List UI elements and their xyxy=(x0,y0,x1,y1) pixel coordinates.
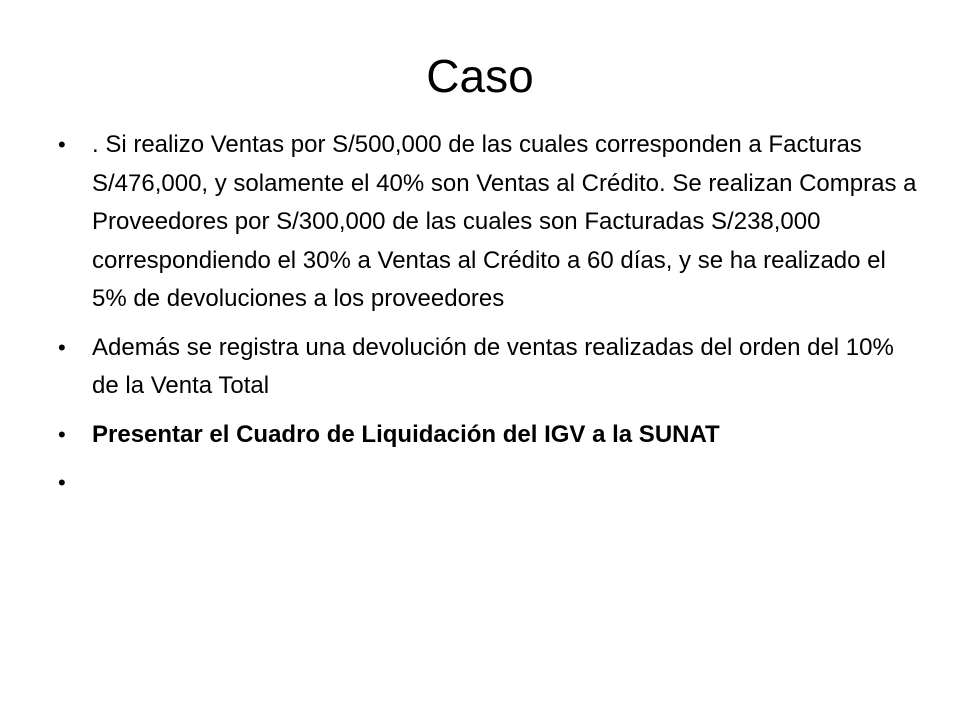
bullet-item-case-description xyxy=(58,126,918,319)
case-description-text: . Si realizo Ventas por S/500,000 de las cuales corresponden a Facturas S/476,000, y solamente el 40% son Ventas al Crédito. Se realizan Compras a Proveedores por S/300,000 de las cuales son Facturadas S/238,000 correspondiendo el 30% a Ventas al Crédito a 60 días, y se ha realizado el 5% de devoluciones a los proveedores xyxy=(92,131,917,312)
slide-title: Caso xyxy=(426,50,534,102)
bullet-icon: • xyxy=(58,421,66,447)
task-text: Presentar el Cuadro de Liquidación del IGV a la SUNAT xyxy=(92,420,720,448)
bullet-list xyxy=(58,126,918,495)
sales-return-text: Además se registra una devolución de ventas realizadas del orden del 10% de la Venta Total xyxy=(92,333,894,399)
bullet-icon: • xyxy=(58,470,66,495)
bullet-item-task xyxy=(58,416,918,455)
bullet-item-sales-return xyxy=(58,329,918,406)
bullet-icon: • xyxy=(58,132,66,157)
bullet-icon: • xyxy=(58,334,66,360)
